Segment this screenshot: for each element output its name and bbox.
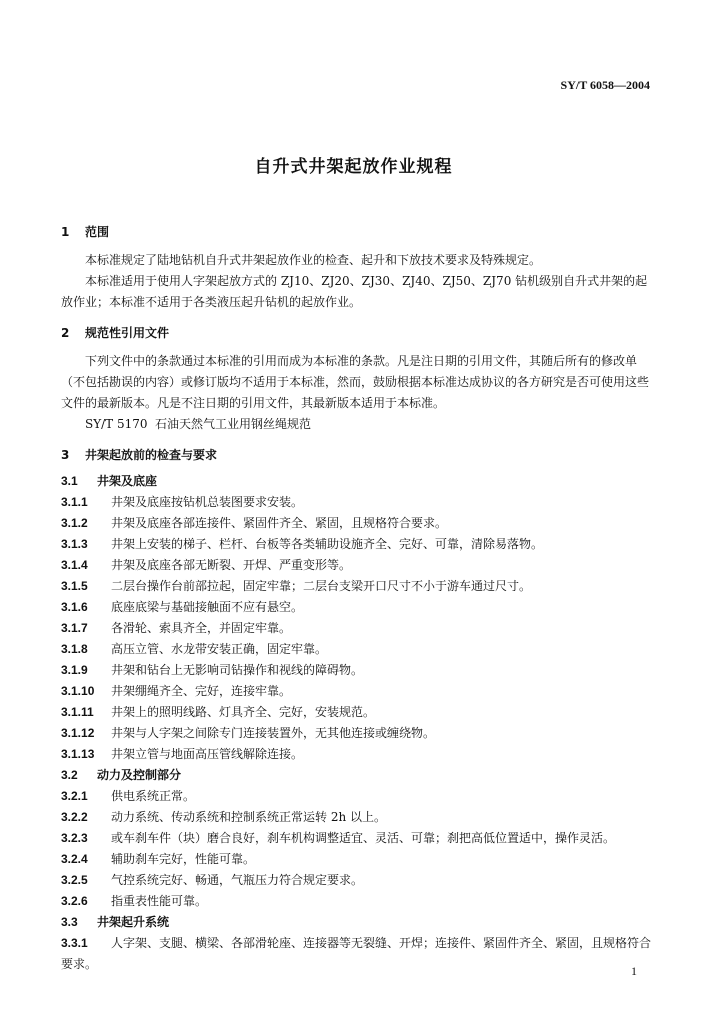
clause-number: 3.1.11 (61, 705, 94, 719)
clause-number: 3.1.5 (61, 579, 88, 593)
section-3-heading: 3 井架起放前的检查与要求 (61, 448, 218, 462)
section-2-heading: 2 规范性引用文件 (61, 326, 170, 340)
clause-number: 3.2.3 (61, 831, 88, 845)
clause-text: 人字架、支腿、横梁、各部滑轮座、连接器等无裂缝、开焊；连接件、紧固件齐全、紧固，且规格符合要求。 (61, 936, 652, 971)
clause-text: 或车刹车件（块）磨合良好，刹车机构调整适宜、灵活、可靠；刹把高低位置适中，操作灵活。 (111, 831, 616, 845)
clause-item (61, 534, 651, 555)
clause-number: 3.1.2 (61, 516, 88, 530)
clause-text: 井架及底座按钻机总装图要求安装。 (111, 495, 304, 509)
clause-number: 3.2.5 (61, 873, 88, 887)
section-1-paragraph-1: 本标准规定了陆地钻机自升式井架起放作业的检查、起升和下放技术要求及特殊规定。 (85, 253, 542, 267)
clause-text: 动力系统、传动系统和控制系统正常运转 2h 以上。 (111, 810, 386, 824)
document-title: 自升式井架起放作业规程 (254, 157, 453, 177)
clause-item (61, 891, 651, 912)
clause-number: 3.1.8 (61, 642, 88, 656)
clause-item (61, 492, 651, 513)
reference-code: SY/T 5170 (85, 417, 148, 431)
clause-text: 各滑轮、索具齐全，并固定牢靠。 (111, 621, 292, 635)
clause-text: 井架绷绳齐全、完好，连接牢靠。 (111, 684, 292, 698)
clause-item (61, 660, 651, 681)
clause-number: 3.1.10 (61, 684, 95, 698)
clause-item (61, 681, 651, 702)
clause-item (61, 807, 651, 828)
clause-number: 3.2.6 (61, 894, 88, 908)
clause-text: 高压立管、水龙带安装正确，固定牢靠。 (111, 642, 328, 656)
clause-number: 3.2.1 (61, 789, 88, 803)
clause-item (61, 786, 651, 807)
clause-item (61, 702, 651, 723)
clause-item (61, 576, 651, 597)
clause-text: 井架和钻台上无影响司钻操作和视线的障碍物。 (111, 663, 364, 677)
clause-item (61, 870, 651, 891)
clause-item (61, 639, 651, 660)
clause-item (61, 744, 651, 765)
clause-item (61, 723, 651, 744)
body-text (61, 222, 651, 975)
section-1-paragraph-2: 本标准适用于使用人字架起放方式的 ZJ10、ZJ20、ZJ30、ZJ40、ZJ50、ZJ70 钻机级别自升式井架的起放作业；本标准不适用于各类液压起升钻机的起放作业。 (61, 274, 648, 309)
section-2-paragraph: 下列文件中的条款通过本标准的引用而成为本标准的条款。凡是注日期的引用文件，其随后所有的修改单（不包括勘误的内容）或修订版均不适用于本标准，然而，鼓励根据本标准达成协议的各方研究是否可使用这些文件的最新版本。凡是不注日期的引用文件，其最新版本适用于本标准。 (61, 354, 650, 410)
clause-text: 井架立管与地面高压管线解除连接。 (111, 747, 304, 761)
clause-text: 井架及底座各部无断裂、开焊、严重变形等。 (111, 558, 352, 572)
clause-item (61, 513, 651, 534)
clause-item (61, 597, 651, 618)
clause-number: 3.1.13 (61, 747, 95, 761)
clause-text: 辅助刹车完好，性能可靠。 (111, 852, 256, 866)
page-number: 1 (631, 964, 637, 978)
subsection-3-2-heading: 3.2 动力及控制部分 (61, 768, 182, 782)
clause-number: 3.2.2 (61, 810, 88, 824)
clause-number: 3.2.4 (61, 852, 88, 866)
clause-item (61, 849, 651, 870)
reference-title: 石油天然气工业用钢丝绳规范 (155, 417, 312, 431)
section-1-heading: 1 范围 (61, 225, 110, 239)
clause-item (61, 828, 651, 849)
clause-text: 底座底梁与基础接触面不应有悬空。 (111, 600, 304, 614)
clause-number: 3.1.9 (61, 663, 88, 677)
subsection-3-1-heading: 3.1 井架及底座 (61, 474, 158, 488)
standard-code: SY/T 6058—2004 (560, 78, 650, 92)
subsection-3-3-heading: 3.3 井架起升系统 (61, 915, 170, 929)
clause-text: 指重表性能可靠。 (111, 894, 208, 908)
clause-text: 井架与人字架之间除专门连接装置外，无其他连接或缠绕物。 (111, 726, 436, 740)
clause-text: 二层台操作台前部拉起，固定牢靠；二层台支梁开口尺寸不小于游车通过尺寸。 (111, 579, 532, 593)
clause-item (61, 933, 651, 975)
clause-number: 3.1.1 (61, 495, 88, 509)
clause-number: 3.1.7 (61, 621, 88, 635)
clause-item (61, 618, 651, 639)
clause-text: 气控系统完好、畅通，气瓶压力符合规定要求。 (111, 873, 364, 887)
clause-number: 3.1.12 (61, 726, 95, 740)
clause-text: 供电系统正常。 (111, 789, 196, 803)
clause-item (61, 555, 651, 576)
clause-number: 3.1.3 (61, 537, 88, 551)
clause-number: 3.3.1 (61, 936, 88, 950)
clause-text: 井架及底座各部连接件、紧固件齐全、紧固，且规格符合要求。 (111, 516, 448, 530)
clause-number: 3.1.4 (61, 558, 88, 572)
normative-reference (61, 414, 651, 435)
clause-text: 井架上的照明线路、灯具齐全、完好，安装规范。 (111, 705, 376, 719)
clause-text: 井架上安装的梯子、栏杆、台板等各类辅助设施齐全、完好、可靠，清除易落物。 (111, 537, 544, 551)
clause-number: 3.1.6 (61, 600, 88, 614)
